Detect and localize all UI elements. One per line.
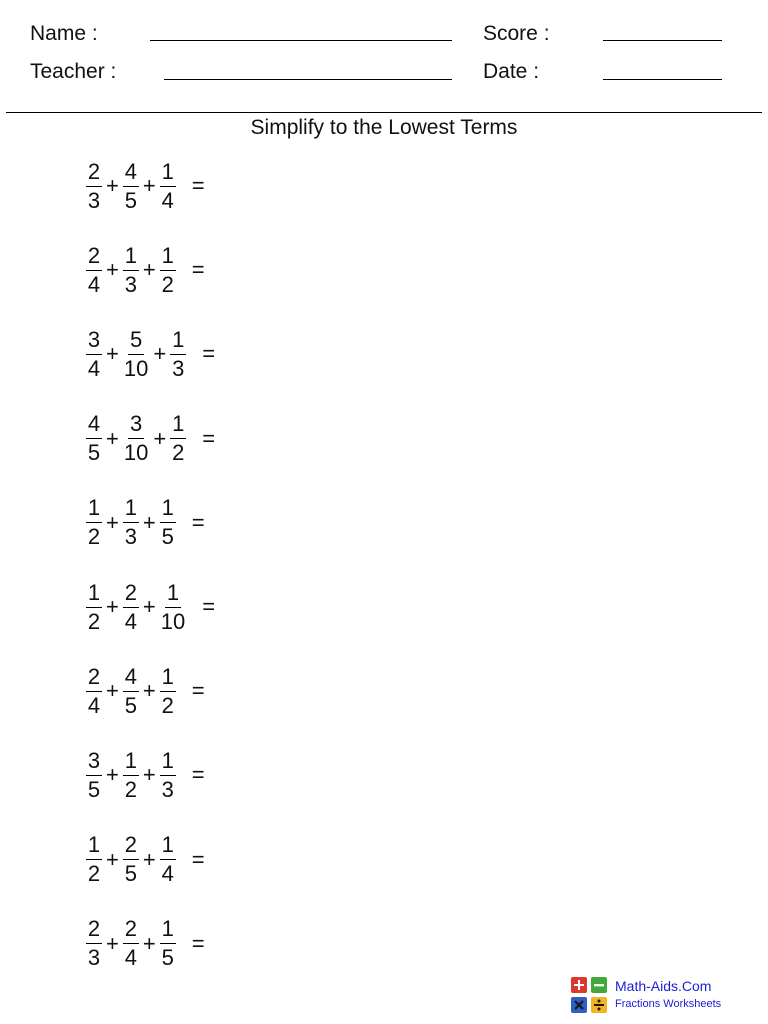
date-field[interactable] [603, 79, 722, 80]
plus-operator: + [106, 257, 119, 283]
fraction-denominator: 5 [87, 776, 101, 802]
fraction-numerator: 2 [123, 833, 139, 860]
fraction-numerator: 1 [170, 412, 186, 439]
fraction-denominator: 3 [161, 776, 174, 802]
fraction-denominator: 5 [124, 187, 137, 213]
fraction-denominator: 2 [161, 692, 174, 718]
fraction-denominator: 10 [160, 608, 186, 634]
fraction-numerator: 1 [160, 833, 176, 860]
fraction-numerator: 3 [128, 412, 144, 439]
fraction-denominator: 2 [87, 524, 101, 550]
problem-expression [86, 914, 205, 974]
equals-sign: = [191, 762, 205, 788]
equals-sign: = [191, 678, 205, 704]
plus-operator: + [142, 678, 156, 704]
problem-item [0, 409, 400, 469]
fraction-denominator: 5 [124, 861, 137, 887]
plus-operator: + [106, 425, 119, 451]
fraction-numerator: 2 [86, 160, 102, 187]
problem-item [0, 493, 400, 553]
problem-expression [86, 409, 215, 469]
equals-sign: = [191, 930, 205, 956]
fraction-denominator: 4 [161, 187, 174, 213]
fraction-denominator: 4 [87, 692, 101, 718]
fraction-numerator: 4 [123, 160, 139, 187]
math-aids-logo [571, 977, 741, 1015]
problem-expression [86, 324, 215, 384]
fraction-denominator: 5 [124, 692, 137, 718]
plus-operator: + [106, 762, 119, 788]
fraction [123, 665, 139, 718]
plus-operator: + [106, 930, 119, 956]
fraction [123, 749, 139, 802]
fraction-numerator: 1 [160, 496, 176, 523]
fraction [170, 328, 186, 381]
problem-expression [86, 240, 205, 300]
fraction-numerator: 1 [86, 833, 102, 860]
problem-item [0, 745, 400, 805]
fraction-denominator: 10 [123, 355, 149, 381]
fraction-denominator: 2 [172, 440, 185, 466]
problem-expression [86, 577, 215, 637]
fraction [160, 665, 176, 718]
problem-expression [86, 493, 205, 553]
times-icon [571, 997, 587, 1013]
equals-sign: = [191, 846, 205, 872]
fraction-denominator: 3 [124, 524, 137, 550]
fraction-denominator: 2 [161, 271, 174, 297]
plus-operator: + [106, 341, 119, 367]
logo-operator-icons [571, 977, 607, 1013]
fraction-numerator: 2 [86, 917, 102, 944]
plus-operator: + [153, 425, 167, 451]
fraction [123, 160, 139, 213]
score-label: Score : [483, 22, 550, 45]
fraction-denominator: 4 [124, 608, 137, 634]
fraction-denominator: 3 [87, 187, 101, 213]
fraction [123, 833, 139, 886]
divide-icon [591, 997, 607, 1013]
fraction [170, 412, 186, 465]
fraction-denominator: 4 [87, 271, 101, 297]
fraction [86, 244, 102, 297]
problem-item [0, 240, 400, 300]
fraction [86, 160, 102, 213]
problem-item [0, 661, 400, 721]
fraction-numerator: 1 [160, 665, 176, 692]
fraction-denominator: 2 [124, 776, 137, 802]
fraction [160, 917, 176, 970]
fraction [160, 160, 176, 213]
plus-icon [571, 977, 587, 993]
fraction-numerator: 1 [123, 749, 139, 776]
logo-brand: Math-Aids.Com [615, 978, 712, 994]
fraction [123, 917, 139, 970]
problem-expression [86, 156, 205, 216]
problem-expression [86, 661, 205, 721]
fraction-denominator: 4 [161, 861, 174, 887]
fraction-denominator: 4 [87, 355, 101, 381]
fraction-numerator: 4 [86, 412, 102, 439]
plus-operator: + [106, 846, 119, 872]
fraction-numerator: 2 [123, 581, 139, 608]
teacher-field[interactable] [164, 79, 452, 80]
fraction [123, 496, 139, 549]
equals-sign: = [202, 341, 216, 367]
fraction-numerator: 1 [86, 581, 102, 608]
fraction [123, 581, 139, 634]
fraction [160, 244, 176, 297]
header-divider [6, 112, 762, 113]
problem-item [0, 156, 400, 216]
name-label: Name : [30, 22, 98, 45]
teacher-label: Teacher : [30, 60, 117, 83]
equals-sign: = [191, 257, 205, 283]
problem-item [0, 577, 400, 637]
fraction-numerator: 4 [123, 665, 139, 692]
fraction-numerator: 1 [86, 496, 102, 523]
fraction-numerator: 5 [128, 328, 144, 355]
fraction [123, 412, 149, 465]
problem-item [0, 324, 400, 384]
fraction [123, 244, 139, 297]
fraction-numerator: 1 [123, 496, 139, 523]
fraction-numerator: 1 [160, 749, 176, 776]
plus-operator: + [142, 173, 156, 198]
plus-operator: + [106, 678, 119, 704]
equals-sign: = [191, 173, 205, 198]
plus-operator: + [153, 341, 167, 367]
minus-icon [591, 977, 607, 993]
fraction [86, 917, 102, 970]
fraction-numerator: 3 [86, 749, 102, 776]
plus-operator: + [142, 257, 156, 283]
fraction-numerator: 1 [170, 328, 186, 355]
fraction [86, 412, 102, 465]
problem-item [0, 914, 400, 974]
fraction [160, 496, 176, 549]
fraction [86, 496, 102, 549]
fraction [86, 665, 102, 718]
fraction [86, 833, 102, 886]
fraction [160, 581, 186, 634]
equals-sign: = [202, 425, 216, 451]
plus-operator: + [106, 509, 119, 535]
fraction-numerator: 1 [160, 160, 176, 187]
fraction-denominator: 3 [87, 945, 101, 971]
fraction-denominator: 10 [123, 440, 149, 466]
plus-operator: + [142, 762, 156, 788]
plus-operator: + [142, 930, 156, 956]
fraction-numerator: 1 [123, 244, 139, 271]
fraction [86, 328, 102, 381]
fraction [160, 833, 176, 886]
score-field[interactable] [603, 40, 722, 41]
equals-sign: = [202, 594, 216, 619]
fraction-denominator: 2 [87, 608, 101, 634]
fraction-numerator: 2 [86, 244, 102, 271]
fraction-denominator: 5 [87, 440, 101, 466]
fraction-numerator: 3 [86, 328, 102, 355]
fraction [86, 749, 102, 802]
fraction-numerator: 1 [165, 581, 181, 608]
fraction-denominator: 5 [161, 945, 174, 971]
fraction-numerator: 2 [123, 917, 139, 944]
fraction-denominator: 3 [172, 355, 185, 381]
fraction-numerator: 1 [160, 244, 176, 271]
fraction-numerator: 2 [86, 665, 102, 692]
plus-operator: + [106, 594, 119, 619]
plus-operator: + [142, 594, 156, 619]
equals-sign: = [191, 509, 205, 535]
worksheet-title: Simplify to the Lowest Terms [250, 116, 518, 139]
plus-operator: + [142, 846, 156, 872]
fraction [123, 328, 149, 381]
date-label: Date : [483, 60, 540, 83]
fraction-denominator: 4 [124, 945, 137, 971]
fraction-denominator: 5 [161, 524, 174, 550]
problem-expression [86, 830, 205, 890]
plus-operator: + [142, 509, 156, 535]
fraction-denominator: 2 [87, 861, 101, 887]
fraction-numerator: 1 [160, 917, 176, 944]
problem-item [0, 830, 400, 890]
fraction-denominator: 3 [124, 271, 137, 297]
problem-expression [86, 745, 205, 805]
plus-operator: + [106, 173, 119, 198]
logo-subtitle: Fractions Worksheets [615, 998, 722, 1010]
name-field[interactable] [150, 40, 452, 41]
fraction [160, 749, 176, 802]
fraction [86, 581, 102, 634]
